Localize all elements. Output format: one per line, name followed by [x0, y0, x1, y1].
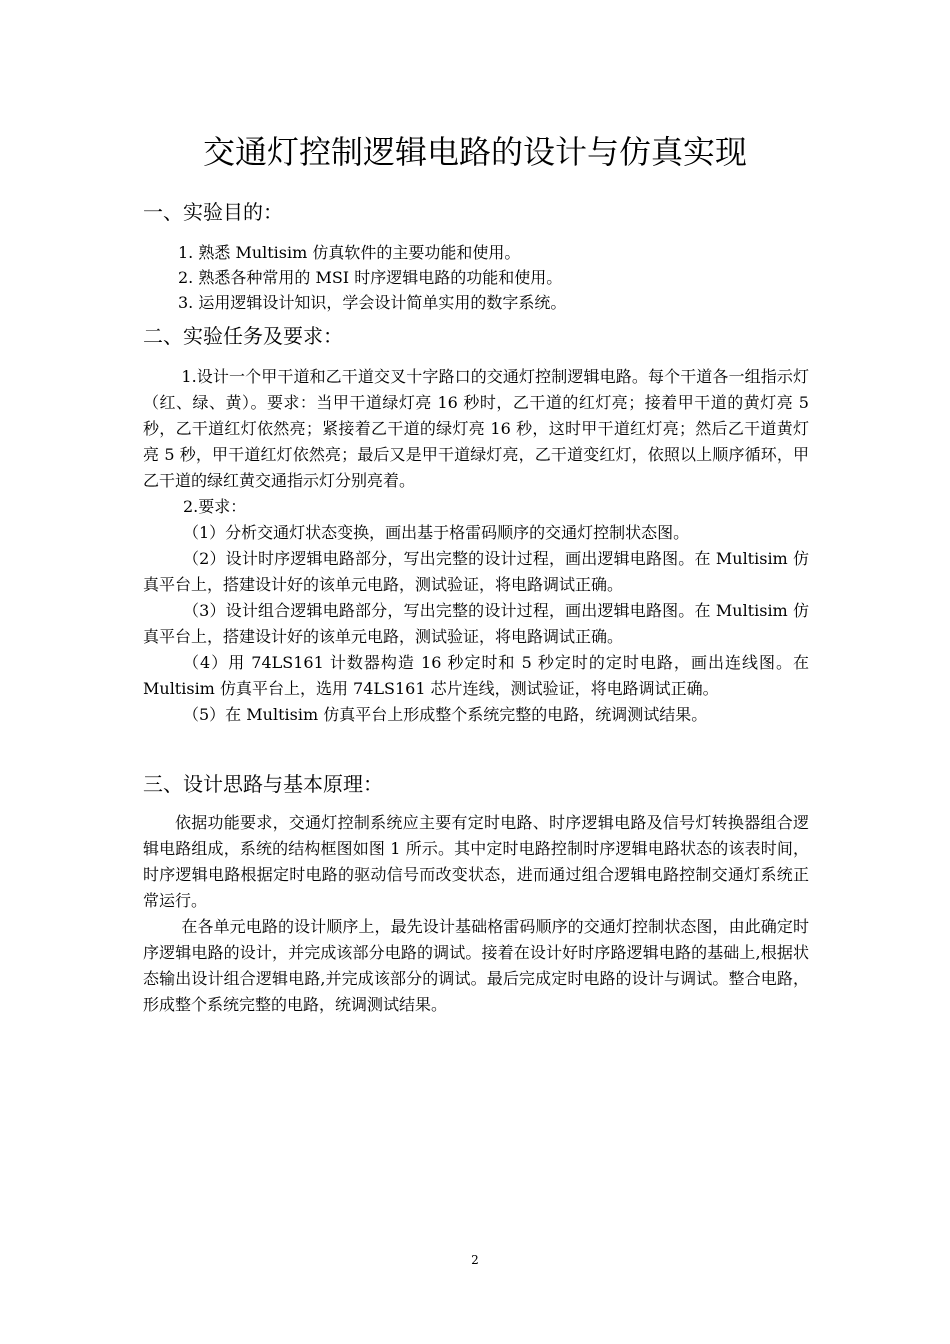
- list-item: 3. 运用逻辑设计知识，学会设计简单实用的数字系统。: [178, 293, 567, 312]
- section-heading-tasks: 二、实验任务及要求：: [143, 324, 343, 348]
- list-item: 2. 熟悉各种常用的 MSI 时序逻辑电路的功能和使用。: [178, 268, 563, 287]
- document-title: 交通灯控制逻辑电路的设计与仿真实现: [202, 133, 747, 171]
- paragraph: （2）设计时序逻辑电路部分，写出完整的设计过程，画出逻辑电路图。在 Multisim 仿真平台上，搭建设计好的该单元电路，测试验证，将电路调试正确。: [143, 549, 809, 594]
- paragraph: 2.要求：: [183, 497, 247, 516]
- section-heading-objectives: 一、实验目的：: [143, 200, 283, 224]
- paragraph: 1.设计一个甲干道和乙干道交叉十字路口的交通灯控制逻辑电路。每个干道各一组指示灯（红、绿、黄）。要求：当甲干道绿灯亮 16 秒时，乙干道的红灯亮；接着甲干道的黄灯亮 5 秒，乙干道红灯依然亮；紧接着乙干道的绿灯亮 16 秒，这时甲干道红灯亮；然后乙干道黄灯亮 5 秒，甲干道红灯依然亮；最后又是甲干道绿灯亮，乙干道变红灯，依照以上顺序循环，甲乙干道的绿红黄交通指示灯分别亮着。: [143, 367, 809, 490]
- paragraph: （3）设计组合逻辑电路部分，写出完整的设计过程，画出逻辑电路图。在 Multisim 仿真平台上，搭建设计好的该单元电路，测试验证，将电路调试正确。: [143, 601, 809, 646]
- tasks-body: [143, 364, 809, 728]
- objectives-list: [178, 240, 566, 315]
- paragraph: （1）分析交通灯状态变换，画出基于格雷码顺序的交通灯控制状态图。: [183, 523, 690, 542]
- list-item: 1. 熟悉 Multisim 仿真软件的主要功能和使用。: [178, 243, 521, 262]
- principles-body: [143, 810, 809, 1018]
- paragraph: （5）在 Multisim 仿真平台上形成整个系统完整的电路，统调测试结果。: [183, 705, 708, 724]
- paragraph: 在各单元电路的设计顺序上，最先设计基础格雷码顺序的交通灯控制状态图，由此确定时序逻辑电路的设计，并完成该部分电路的调试。接着在设计好时序路逻辑电路的基础上,根据状态输出设计组合逻辑电路,并完成该部分的调试。最后完成定时电路的设计与调试。整合电路，形成整个系统完整的电路，统调测试结果。: [143, 917, 809, 1014]
- paragraph: （4）用 74LS161 计数器构造 16 秒定时和 5 秒定时的定时电路，画出连线图。在 Multisim 仿真平台上，选用 74LS161 芯片连线，测试验证，将电路调试正确。: [143, 653, 809, 698]
- paragraph: 依据功能要求，交通灯控制系统应主要有定时电路、时序逻辑电路及信号灯转换器组合逻辑电路组成，系统的结构框图如图 1 所示。其中定时电路控制时序逻辑电路状态的该表时间，时序逻辑电路根据定时电路的驱动信号而改变状态，进而通过组合逻辑电路控制交通灯系统正常运行。: [143, 813, 809, 910]
- section-heading-principles: 三、设计思路与基本原理：: [143, 772, 383, 796]
- page-number: 2: [471, 1253, 479, 1267]
